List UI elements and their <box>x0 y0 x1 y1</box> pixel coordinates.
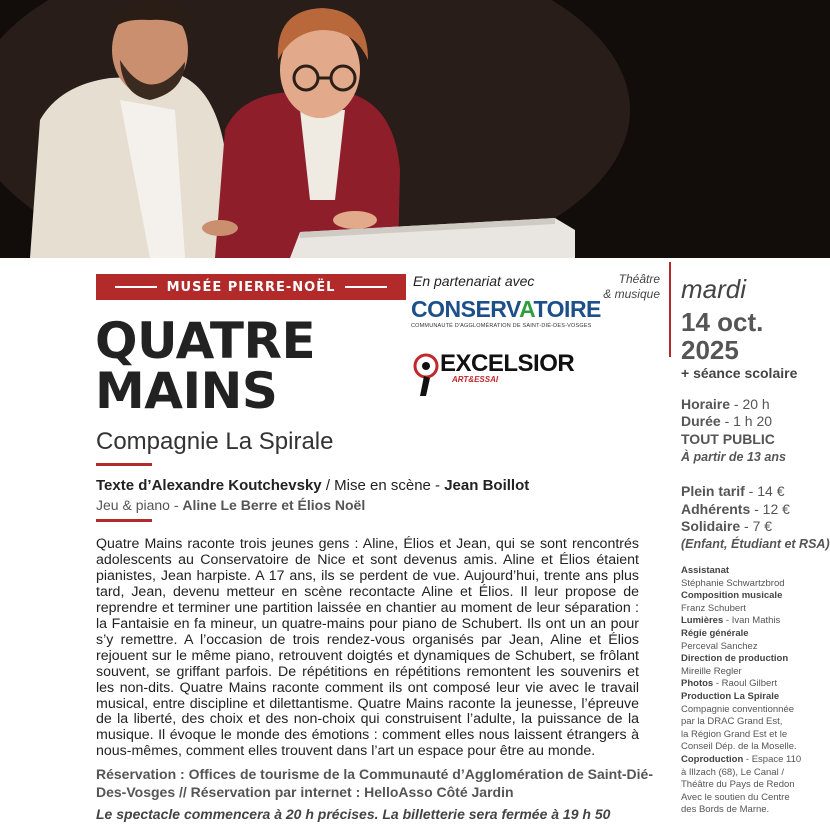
text-label: Texte d’ <box>96 477 152 494</box>
price-full-label: Plein tarif <box>681 483 745 499</box>
start-notice: Le spectacle commencera à 20 h précises. La billetterie sera fermée à 19 h 50 <box>96 806 611 822</box>
date-line2: 2025 <box>681 335 739 365</box>
staff-credits <box>681 565 826 817</box>
price-solidarity-row <box>681 518 772 534</box>
director-name: Jean Boillot <box>444 477 530 494</box>
production-line4: Conseil Dép. de la Moselle. <box>681 741 797 753</box>
audience-row <box>681 431 775 447</box>
excelsior-subtitle: ART&ESSAI <box>452 375 499 384</box>
banner-dash-right <box>345 286 387 288</box>
direction-sep: / Mise en scène - <box>321 477 445 494</box>
conservatoire-text-1: CONSERV <box>411 296 520 322</box>
assistant-label: Assistanat <box>681 565 730 576</box>
price-solidarity-label: Solidaire <box>681 518 741 534</box>
production-line3: la Région Grand Est et le <box>681 728 788 740</box>
coproduction-line5: des Bords de Marne. <box>681 804 770 816</box>
coproduction-line4: Avec le soutien du Centre <box>681 791 790 803</box>
price-member-value: - 12 € <box>750 501 790 517</box>
credits-line <box>96 477 529 494</box>
duration-label: Durée <box>681 413 721 429</box>
production-label: Production La Spirale <box>681 690 780 702</box>
coproduction-line3: Théâtre du Pays de Redon <box>681 779 795 791</box>
coproduction-label: Coproduction <box>681 753 744 765</box>
cast-line <box>96 497 365 513</box>
cast-names: Aline Le Berre et Élios Noël <box>182 497 366 513</box>
composition-value: Franz Schubert <box>681 602 746 614</box>
company-name: Compagnie La Spirale <box>96 428 334 455</box>
venue-label: MUSÉE PIERRE-NOËL <box>166 279 336 295</box>
date-line1: 14 oct. <box>681 307 764 337</box>
venue-banner <box>96 274 406 300</box>
banner-dash-left <box>115 286 157 288</box>
schedule-value: - 20 h <box>730 396 770 412</box>
conservatoire-subtitle: COMMUNAUTÉ D'AGGLOMÉRATION DE SAINT-DIÉ-DES-VOSGES <box>411 323 592 329</box>
synopsis: Quatre Mains raconte trois jeunes gens : Aline, Élios et Jean, qui se sont rencontrés adolescents au Conservatoire de Nice et sont devenus amis. Aline et Élios étaient pianistes, Jean harpiste. A 17 ans, ils se perdent de vue. Aujourd’hui, trente ans plus tard, Jean, devenu metteur en scène recontacte Aline et Élios. Il leur propose de reprendre et terminer une partition laissée en chantier au moment de leur séparation : la Fantaisie en fa mineur, un quatre-mains pour piano de Schubert. Ils ont un an pour s’y remettre. A l’occasion de trois rendez-vous organisés par Jean, Aline et Élios rejouent sur le même piano, retrouvent doigtés et dynamiques de Schubert, se frôlant souvent, se griffant parfois. De répétitions en répétitions remontent les souvenirs et les non-dits. Quatre Mains raconte comment ils ont composé leur vie avec le travail musical, entre discipline et dilettantisme. Quatre Mains raconte la jeunesse, l’épreuve de la liberté, des choix et des non-choix qui construisent l’adulte, la puissance de la musique. Il évoque le monde des émotions : comment elles nous laissent étrangers à nous-mêmes, comment elles trouvent dans l’art un espace pour être au monde. <box>96 536 639 760</box>
cast-label: Jeu & piano - <box>96 497 183 513</box>
school-session: + séance scolaire <box>681 365 798 381</box>
assistant-value: Stéphanie Schwartzbrod <box>681 577 785 589</box>
price-member-row <box>681 501 790 517</box>
price-solidarity-value: - 7 € <box>740 518 773 534</box>
show-title <box>95 312 316 420</box>
schedule-row <box>681 396 770 412</box>
conservatoire-logo <box>411 296 601 323</box>
audience-label: TOUT PUBLIC <box>681 431 775 447</box>
title-divider <box>96 463 152 466</box>
lighting-value: - Ivan Mathis <box>723 615 781 627</box>
duration-row <box>681 413 772 429</box>
stage-manager-label: Régie générale <box>681 627 749 639</box>
price-note: (Enfant, Étudiant et RSA) <box>681 537 830 551</box>
duration-value: - 1 h 20 <box>720 413 773 429</box>
production-director-value: Mireille Regler <box>681 665 742 677</box>
lighting-label: Lumières <box>681 615 724 627</box>
photos-value: - Raoul Gilbert <box>713 678 778 690</box>
price-full-value: - 14 € <box>744 483 785 499</box>
genre-label <box>603 272 660 302</box>
author-name: Alexandre Koutchevsky <box>151 477 322 494</box>
genre-line1: Théâtre <box>618 272 660 286</box>
age-note: À partir de 13 ans <box>681 450 786 464</box>
genre-line2: & musique <box>603 287 660 301</box>
show-title-line2: MAINS <box>95 362 278 420</box>
coproduction-line1: - Espace 110 <box>743 753 802 765</box>
conservatoire-a: A <box>519 296 534 322</box>
composition-label: Composition musicale <box>681 590 783 602</box>
conservatoire-text-2: TOIRE <box>533 296 601 322</box>
date-day: mardi <box>681 274 747 304</box>
coproduction-line2: à Illzach (68), Le Canal / <box>681 766 784 778</box>
date-divider <box>669 262 671 357</box>
production-line1: Compagnie conventionnée <box>681 703 795 715</box>
production-line2: par la DRAC Grand Est, <box>681 716 783 728</box>
reservation-info: Réservation : Offices de tourisme de la Communauté d’Agglomération de Saint-Dié-Des-Vosges // Réservation par internet : HelloAsso Côté Jardin <box>96 766 653 800</box>
show-title-line1: QUATRE <box>95 312 316 370</box>
price-full-row <box>681 483 785 499</box>
schedule-label: Horaire <box>681 396 731 412</box>
price-member-label: Adhérents <box>681 501 751 517</box>
hero-photo <box>0 0 830 258</box>
stage-manager-value: Perceval Sanchez <box>681 640 758 652</box>
photos-label: Photos <box>681 678 714 690</box>
excelsior-wordmark: EXCELSIOR <box>440 350 575 377</box>
credits-divider <box>96 519 152 522</box>
partner-title: En partenariat avec <box>413 273 535 289</box>
production-director-label: Direction de production <box>681 653 789 665</box>
